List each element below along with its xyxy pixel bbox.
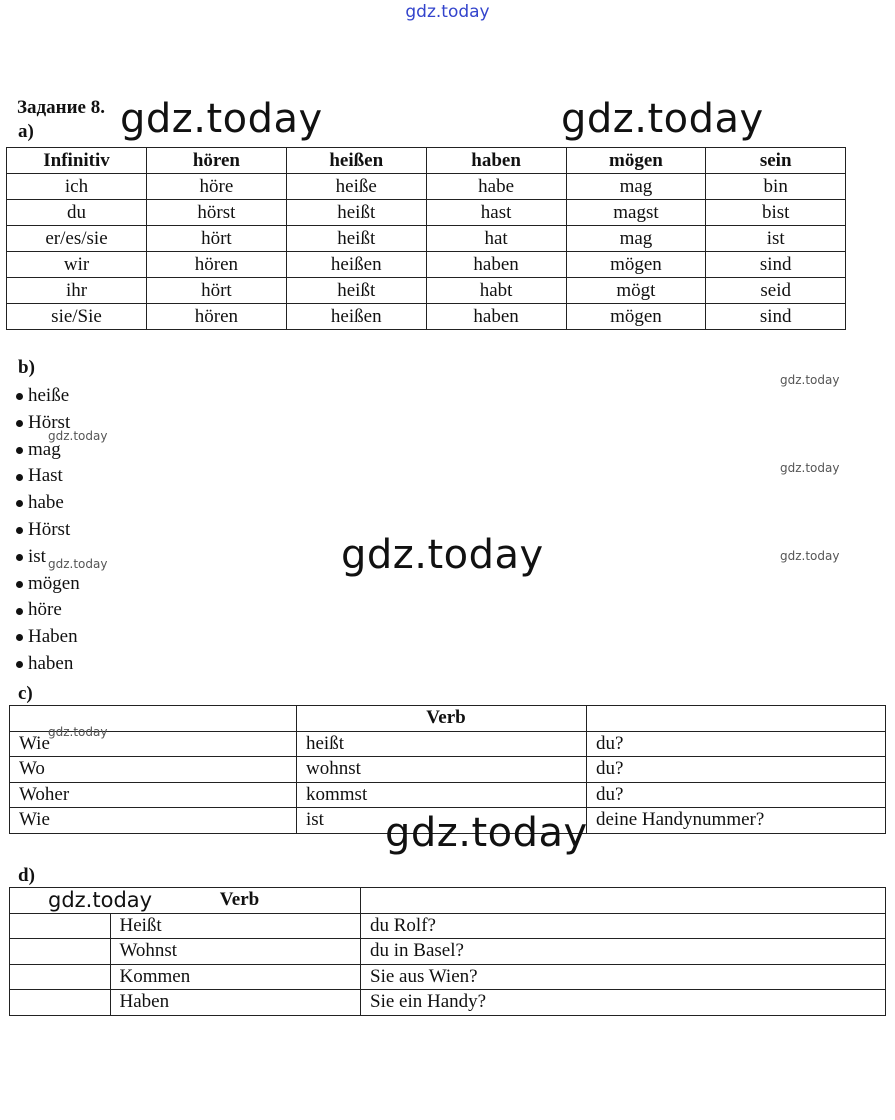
- header-cell: Verb: [297, 706, 587, 732]
- header-cell: heißen: [286, 148, 426, 174]
- table-cell: heißt: [286, 226, 426, 252]
- table-cell: Wie: [10, 808, 297, 834]
- table-row: [10, 990, 886, 1016]
- list-item: [16, 571, 80, 598]
- bullet-icon: [16, 474, 23, 481]
- bullet-icon: [16, 661, 23, 668]
- table-cell: hört: [147, 226, 287, 252]
- table-cell: hat: [426, 226, 566, 252]
- bullet-icon: [16, 393, 23, 400]
- table-cell: bist: [706, 200, 846, 226]
- watermark: gdz.today: [780, 461, 840, 475]
- table-cell: heißen: [286, 252, 426, 278]
- table-cell: sind: [706, 252, 846, 278]
- watermark-top: gdz.today: [405, 2, 490, 22]
- bullet-icon: [16, 634, 23, 641]
- table-cell: du?: [587, 757, 886, 783]
- table-cell: bin: [706, 174, 846, 200]
- bullet-icon: [16, 608, 23, 615]
- watermark: gdz.today: [48, 725, 108, 739]
- list-item: [16, 624, 80, 651]
- watermark: gdz.today: [341, 532, 544, 578]
- header-cell: hören: [147, 148, 287, 174]
- section-b-label: b): [18, 357, 35, 378]
- table-cell: haben: [426, 304, 566, 330]
- task-title: Задание 8.: [17, 97, 105, 118]
- list-item: [16, 517, 80, 544]
- table-cell: [10, 990, 111, 1016]
- table-cell: mögen: [566, 252, 706, 278]
- table-cell: Wohnst: [110, 939, 361, 965]
- table-cell: mag: [566, 226, 706, 252]
- bullet-icon: [16, 581, 23, 588]
- list-item: [16, 651, 80, 678]
- table-cell: Sie ein Handy?: [361, 990, 886, 1016]
- table-row: [7, 252, 846, 278]
- table-cell: hört: [147, 278, 287, 304]
- watermark: gdz.today: [48, 429, 108, 443]
- table-row: [10, 782, 886, 808]
- table-cell: ich: [7, 174, 147, 200]
- table-cell: Sie aus Wien?: [361, 964, 886, 990]
- watermark: gdz.today: [385, 810, 588, 856]
- table-cell: wir: [7, 252, 147, 278]
- watermark: gdz.today: [120, 96, 323, 142]
- bullet-icon: [16, 500, 23, 507]
- table-cell: habe: [426, 174, 566, 200]
- table-row: [10, 757, 886, 783]
- table-cell: [10, 913, 111, 939]
- table-cell: kommst: [297, 782, 587, 808]
- list-item-text: Hast: [28, 465, 63, 487]
- section-a-label: a): [18, 121, 34, 142]
- table-cell: hören: [147, 252, 287, 278]
- watermark: gdz.today: [48, 557, 108, 571]
- list-item-text: mag: [28, 438, 61, 460]
- list-item: [16, 383, 80, 410]
- bullet-icon: [16, 420, 23, 427]
- table-cell: [10, 964, 111, 990]
- table-cell: höre: [147, 174, 287, 200]
- header-cell: Infinitiv: [7, 148, 147, 174]
- table-cell: Woher: [10, 782, 297, 808]
- table-row: [10, 964, 886, 990]
- table-cell: heißen: [286, 304, 426, 330]
- table-cell: Wo: [10, 757, 297, 783]
- list-item-text: heiße: [28, 385, 70, 406]
- table-cell: wohnst: [297, 757, 587, 783]
- list-item-text: Hörst: [28, 518, 71, 540]
- list-item-text: Haben: [28, 626, 78, 648]
- list-item-text: haben: [28, 652, 74, 674]
- table-cell: du: [7, 200, 147, 226]
- header-cell: [361, 888, 886, 914]
- answer-list: [16, 383, 80, 678]
- list-item-text: ist: [28, 545, 46, 567]
- list-item: [16, 490, 80, 517]
- table-cell: hast: [426, 200, 566, 226]
- list-item-text: mögen: [28, 572, 80, 594]
- table-row: [10, 939, 886, 965]
- table-cell: [10, 939, 111, 965]
- table-cell: deine Handynummer?: [587, 808, 886, 834]
- watermark: gdz.today: [780, 373, 840, 387]
- table-cell: mögt: [566, 278, 706, 304]
- table-cell: du Rolf?: [361, 913, 886, 939]
- table-row: [7, 278, 846, 304]
- table-cell: Haben: [110, 990, 361, 1016]
- table-cell: du?: [587, 782, 886, 808]
- table-cell: habt: [426, 278, 566, 304]
- table-cell: heißt: [286, 200, 426, 226]
- table-cell: heißt: [297, 731, 587, 757]
- list-item-text: Hörst: [28, 411, 71, 433]
- table-row: [10, 731, 886, 757]
- table-cell: du?: [587, 731, 886, 757]
- watermark: gdz.today: [780, 549, 840, 563]
- list-item: [16, 597, 80, 624]
- table-cell: ist: [706, 226, 846, 252]
- table-row: [7, 304, 846, 330]
- table-cell: mag: [566, 174, 706, 200]
- header-cell: mögen: [566, 148, 706, 174]
- table-cell: Heißt: [110, 913, 361, 939]
- table-cell: hören: [147, 304, 287, 330]
- table-row: [7, 200, 846, 226]
- table-cell: er/es/sie: [7, 226, 147, 252]
- table-row: [7, 174, 846, 200]
- table-cell: mögen: [566, 304, 706, 330]
- table-cell: magst: [566, 200, 706, 226]
- watermark: gdz.today: [561, 96, 764, 142]
- section-c-label: c): [18, 683, 33, 704]
- table-cell: haben: [426, 252, 566, 278]
- header-cell: Verb: [110, 888, 361, 914]
- table-cell: ihr: [7, 278, 147, 304]
- bullet-icon: [16, 447, 23, 454]
- table-cell: Kommen: [110, 964, 361, 990]
- table-row: [10, 913, 886, 939]
- table-cell: heiße: [286, 174, 426, 200]
- table-header-row: [10, 706, 886, 732]
- table-cell: heißt: [286, 278, 426, 304]
- table-cell: sie/Sie: [7, 304, 147, 330]
- header-cell: haben: [426, 148, 566, 174]
- conjugation-table: [6, 147, 846, 330]
- table-cell: sind: [706, 304, 846, 330]
- table-cell: Wie: [10, 731, 297, 757]
- list-item-text: höre: [28, 599, 62, 621]
- table-header-row: [7, 148, 846, 174]
- bullet-icon: [16, 554, 23, 561]
- list-item-text: habe: [28, 492, 64, 514]
- table-cell: hörst: [147, 200, 287, 226]
- header-cell: sein: [706, 148, 846, 174]
- list-item: [16, 463, 80, 490]
- table-cell: du in Basel?: [361, 939, 886, 965]
- section-d-label: d): [18, 865, 35, 886]
- table-cell: ist: [297, 808, 587, 834]
- table-row: [7, 226, 846, 252]
- table-cell: seid: [706, 278, 846, 304]
- header-cell: [587, 706, 886, 732]
- bullet-icon: [16, 527, 23, 534]
- watermark: gdz.today: [48, 888, 153, 912]
